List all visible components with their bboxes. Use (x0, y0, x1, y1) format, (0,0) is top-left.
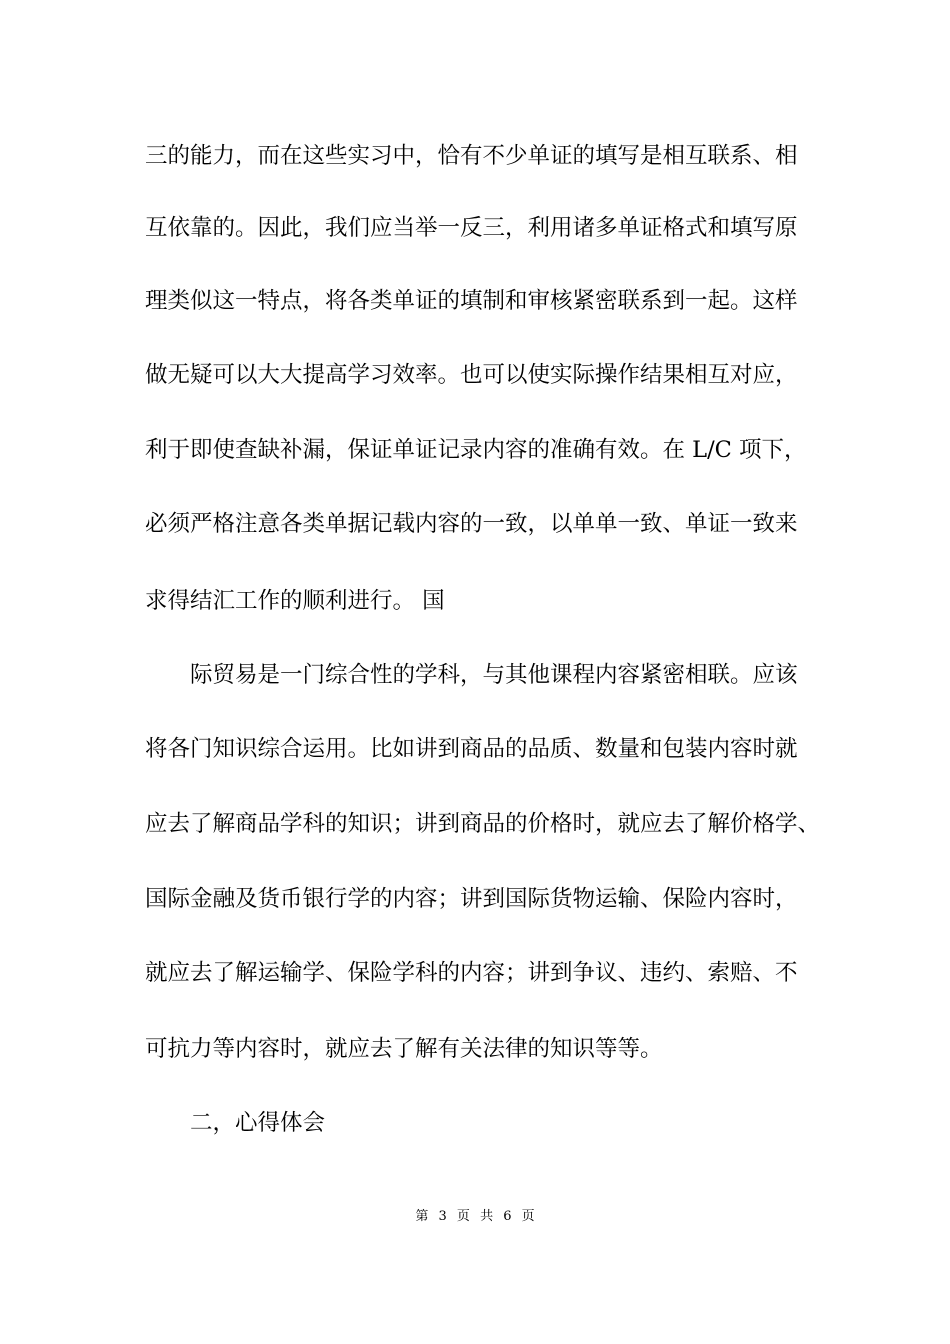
footer-current-page: 3 (438, 1209, 447, 1224)
paragraph-line: 国际金融及货币银行学的内容；讲到国际货物运输、保险内容时， (145, 886, 798, 912)
page-footer (0, 1208, 950, 1226)
footer-suffix: 页 (521, 1209, 535, 1224)
paragraph-line: 三的能力，而在这些实习中，恰有不少单证的填写是相互联系、相 (145, 143, 798, 169)
footer-total-pages: 6 (503, 1209, 512, 1224)
paragraph-line: 利于即使查缺补漏，保证单证记录内容的准确有效。在 L/C 项下， (145, 437, 807, 463)
footer-mid1: 页 (456, 1209, 470, 1224)
paragraph-line: 际贸易是一门综合性的学科，与其他课程内容紧密相联。应该 (190, 662, 798, 688)
paragraph-line: 应去了解商品学科的知识；讲到商品的价格时，就应去了解价格学、 (145, 811, 821, 837)
paragraph-line: 必须严格注意各类单据记载内容的一致，以单单一致、单证一致来 (145, 511, 798, 537)
paragraph-line: 做无疑可以大大提高学习效率。也可以使实际操作结果相互对应， (145, 362, 798, 388)
paragraph-line: 将各门知识综合运用。比如讲到商品的品质、数量和包装内容时就 (145, 736, 798, 762)
paragraph-line: 就应去了解运输学、保险学科的内容；讲到争议、违约、索赔、不 (145, 960, 798, 986)
section-heading: 二，心得体会 (190, 1110, 326, 1136)
paragraph-line: 求得结汇工作的顺利进行。 国 (145, 588, 445, 614)
paragraph-line: 可抗力等内容时，就应去了解有关法律的知识等等。 (145, 1036, 663, 1062)
footer-mid2: 共 (480, 1209, 494, 1224)
paragraph-line: 互依靠的。因此，我们应当举一反三，利用诸多单证格式和填写原 (145, 215, 798, 241)
footer-prefix: 第 (415, 1209, 429, 1224)
paragraph-line: 理类似这一特点，将各类单证的填制和审核紧密联系到一起。这样 (145, 288, 798, 314)
